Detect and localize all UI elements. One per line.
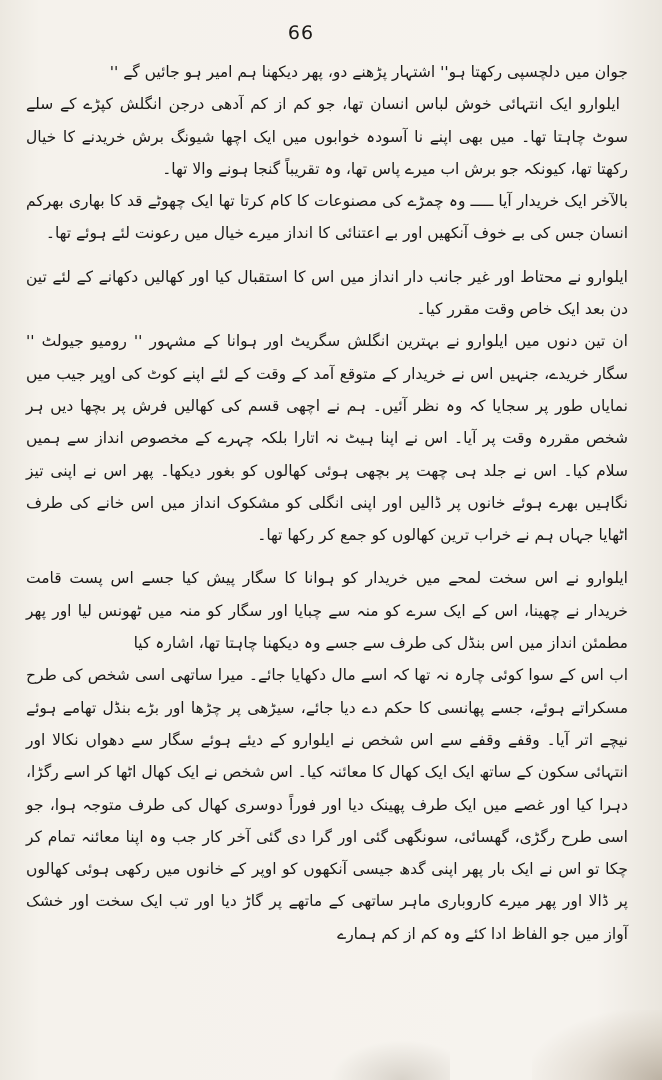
paragraph: ایلوارو نے اس سخت لمحے میں خریدار کو ہوانا کا سگار پیش کیا جسے اس پست قامت خریدار نے چھینا، اس کے ایک سرے کو منہ سے چبایا اور سگار کو منہ میں ٹھونس لیا اور پھر مطمئن انداز میں اس بنڈل کی طرف سے جسے وہ دیکھنا چاہتا تھا، اشارہ کیا — [26, 569, 628, 653]
page-shadow — [330, 1040, 450, 1080]
paragraph: اب اس کے سوا کوئی چارہ نہ تھا کہ اسے مال دکھایا جائے۔ میرا ساتھی اسی شخص کی طرح مسکراتے ہوئے، جسے پھانسی کا حکم دے دیا جائے، سیڑھی پر چڑھا اور بڑے بنڈل تھامے ہوئے نیچے اتر آیا۔ وقفے وقفے سے اس شخص نے ایلوارو کے دیئے ہوئے سگار سے دھواں نکالا اور انتہائی سکون کے ساتھ ایک ایک کھال کا معائنہ کیا۔ اس شخص نے ایک کھال اٹھا کر اسے رگڑا، دہرا کیا اور غصے میں ایک طرف پھینک دیا اور فوراً دوسری کھال کی طرف متوجہ ہوا، جو اسی طرح رگڑی، گھسائی، سونگھی گئی اور گرا دی گئی آخر کار جب وہ اپنا معائنہ تمام کر چکا تو اس نے ایک بار پھر اپنی گدھ جیسی آنکھوں کو اوپر کے خانوں میں رکھی ہوئی کھالوں پر ڈالا اور پھر میرے کاروباری ماہر ساتھی کے ماتھے پر گاڑ دیا اور تب ایک سخت اور خشک آواز میں جو الفاظ ادا کئے وہ کم از کم ہمارے — [26, 666, 628, 943]
paragraph: ان تین دنوں میں ایلوارو نے بہترین انگلش سگریٹ اور ہوانا کے مشہور '' رومیو جیولٹ '' سگار خریدے، جنہیں اس نے خریدار کے متوقع آمد کے وقت کے لئے اپنے کوٹ کی اوپر جیب میں نمایاں طور پر سجایا کہ وہ نظر آئیں۔ ہم نے اچھی قسم کی کھالیں فرش پر بچھا دیں ہر شخص مقررہ وقت پر آیا۔ اس نے اپنا ہیٹ نہ اتارا بلکہ چہرے کے مخصوص انداز سے ہمیں سلام کیا۔ اس نے جلد ہی چھت پر بچھی ہوئی کھالوں کو بغور دیکھا۔ پھر اس نے اپنی تیز نگاہیں بھرے ہوئے خانوں پر ڈالیں اور اپنی انگلی کو مشکوک انداز میں اس خانے کی طرف اٹھایا جہاں ہم نے خراب ترین کھالوں کو جمع کر رکھا تھا۔ — [26, 332, 628, 545]
page-text — [26, 56, 628, 950]
page-number: 66 — [287, 22, 315, 44]
page-curl-shadow — [532, 1010, 662, 1080]
paragraph: ایلوارو نے محتاط اور غیر جانب دار انداز میں اس کا استقبال کیا اور کھالیں دکھانے کے لئے تین دن بعد ایک خاص وقت مقرر کیا۔ — [26, 267, 628, 319]
paragraph: جوان میں دلچسپی رکھتا ہو'' اشتہار پڑھنے دو، پھر دیکھنا ہم امیر ہو جائیں گے '' — [109, 63, 628, 81]
paragraph: ایلوارو ایک انتہائی خوش لباس انسان تھا، جو کم از کم آدھی درجن انگلش کپڑے کے سلے سوٹ چاہتا تھا۔ میں بھی اپنے نا آسودہ خوابوں میں ایک اچھا شیونگ برش خریدنے کا خیال رکھتا تھا، کیونکہ جو برش اب میرے پاس تھا، وہ تقریباً گنجا ہونے والا تھا۔ — [26, 95, 628, 178]
paragraph: بالآخر ایک خریدار آیا ـــــ وہ چمڑے کی مصنوعات کا کام کرتا تھا ایک چھوٹے قد کا بھاری بھرکم انسان جس کی بے خوف آنکھیں اور بے اعتنائی کا انداز میرے خیال میں رعونت لئے ہوئے تھا۔ — [26, 192, 628, 243]
